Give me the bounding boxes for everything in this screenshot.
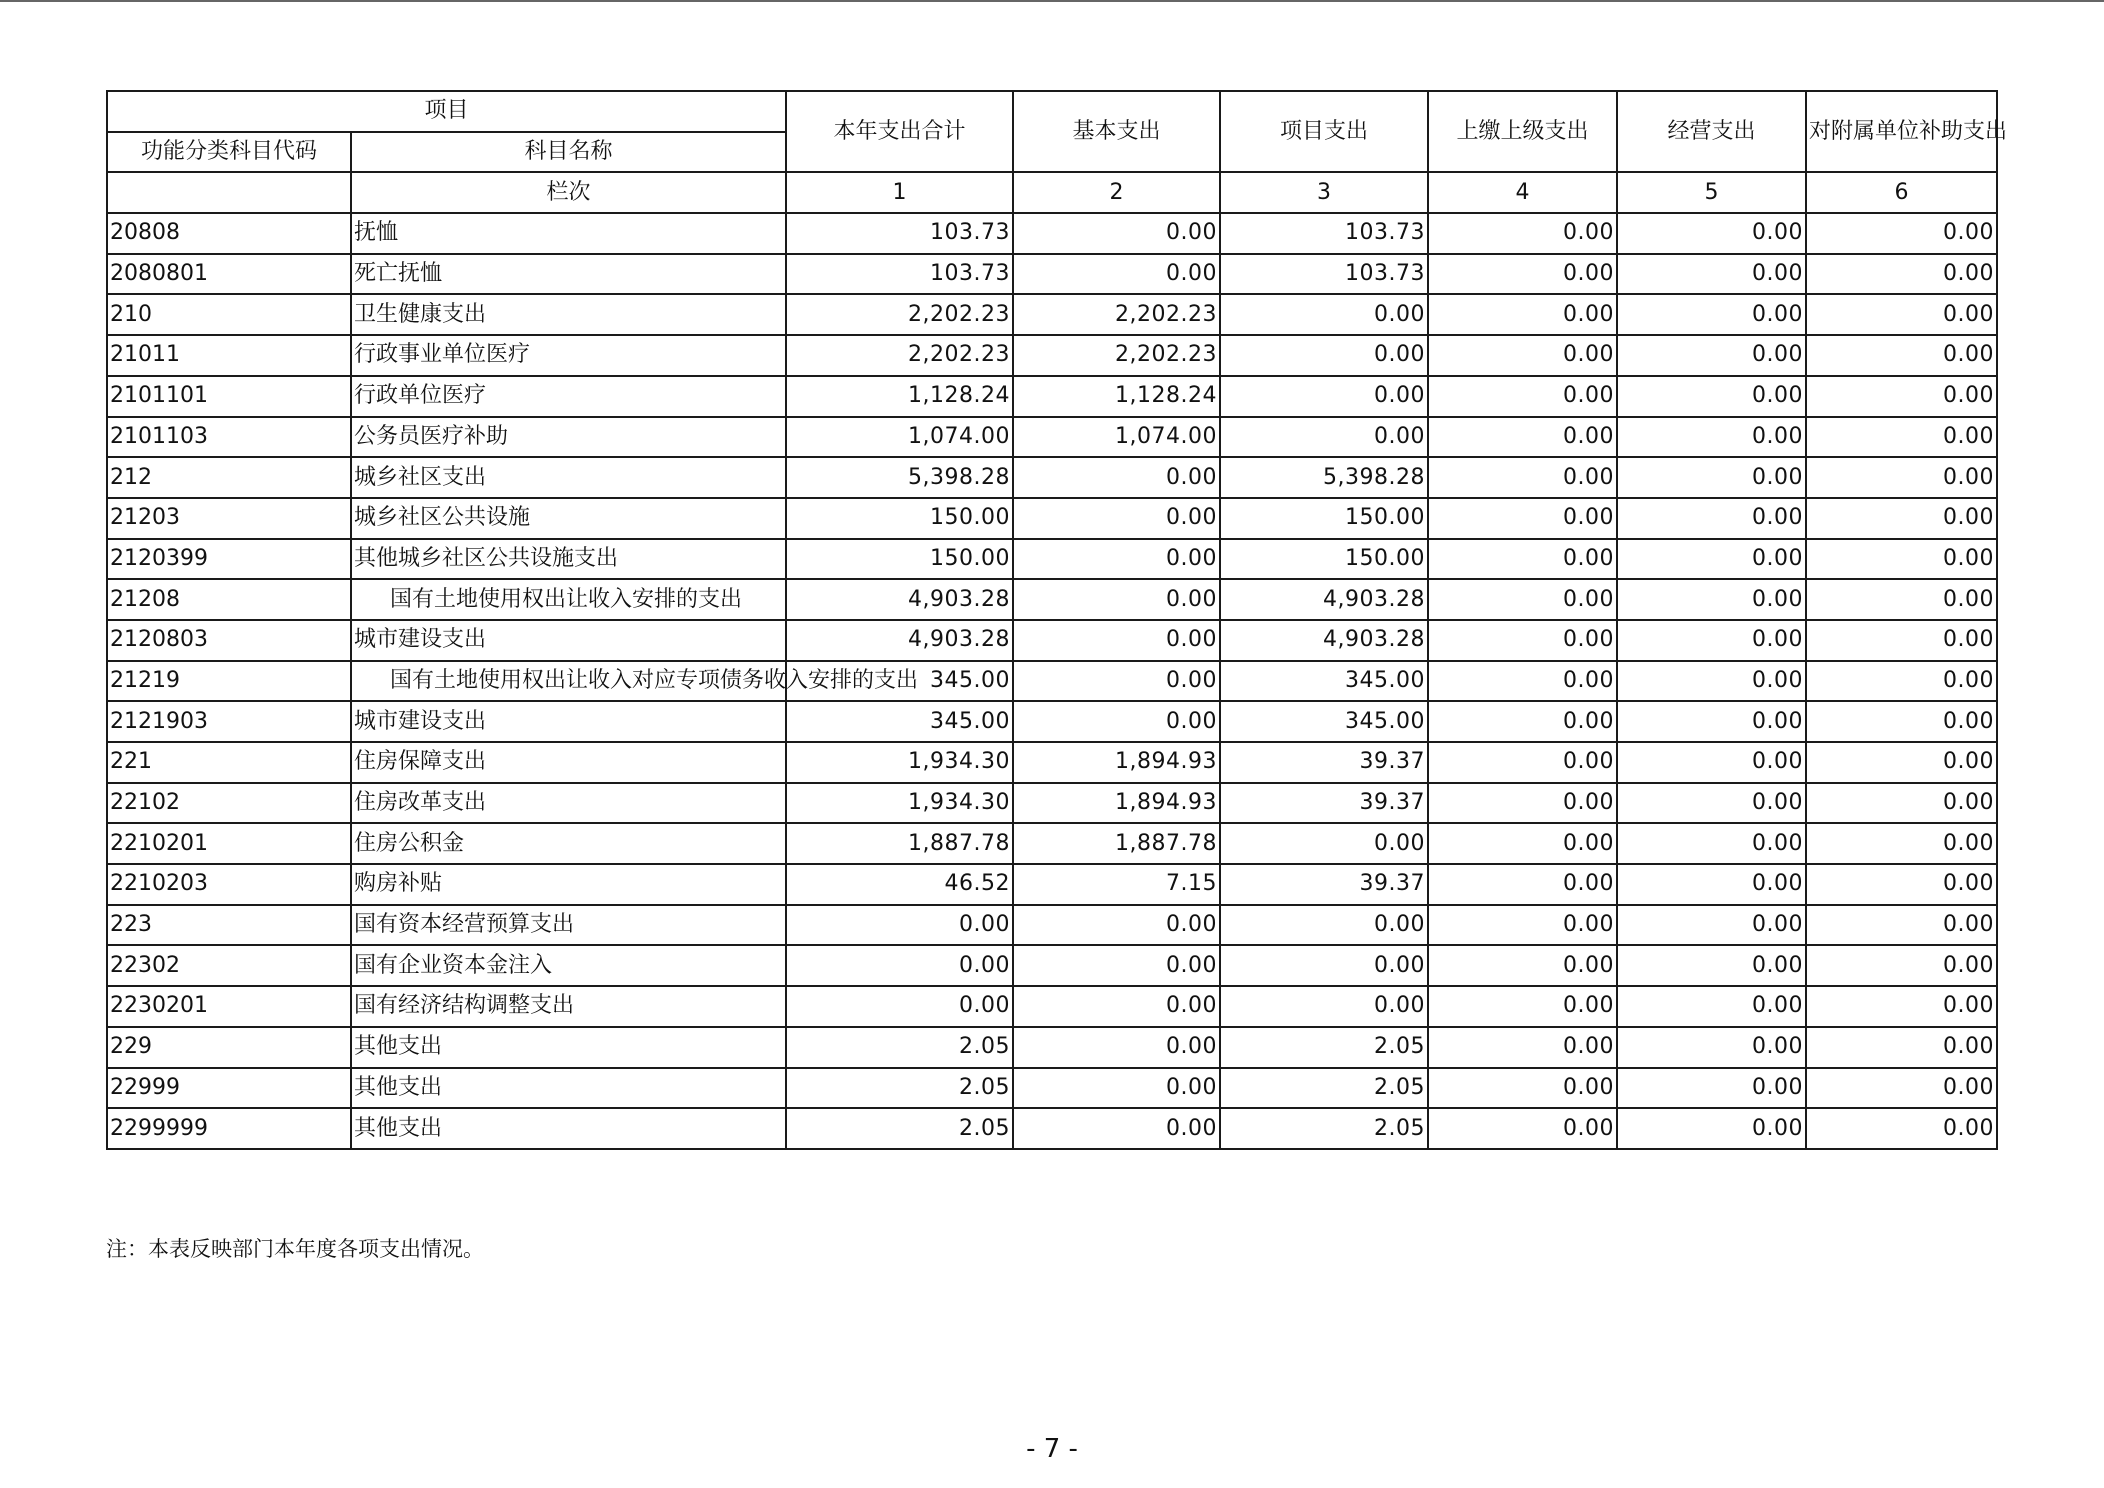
amount-col-3: 2.05 (1220, 1027, 1428, 1068)
header-upper: 上缴上级支出 (1428, 91, 1617, 172)
expenditure-table (106, 90, 2008, 1150)
amount-col-3: 345.00 (1220, 701, 1428, 742)
subject-name: 国有土地使用权出让收入安排的支出 (351, 579, 786, 620)
table-row (107, 864, 1997, 905)
amount-col-1: 4,903.28 (786, 620, 1013, 661)
table-row (107, 579, 1997, 620)
amount-col-6: 0.00 (1806, 905, 1997, 946)
amount-col-1: 0.00 (786, 986, 1013, 1027)
table-row (107, 986, 1997, 1027)
amount-col-1: 1,128.24 (786, 376, 1013, 417)
amount-col-3: 150.00 (1220, 498, 1428, 539)
amount-col-5: 0.00 (1617, 945, 1806, 986)
amount-col-5: 0.00 (1617, 864, 1806, 905)
amount-col-1: 46.52 (786, 864, 1013, 905)
amount-col-3: 0.00 (1220, 376, 1428, 417)
header-code: 功能分类科目代码 (107, 132, 351, 173)
amount-col-1: 345.00 (786, 701, 1013, 742)
amount-col-6: 0.00 (1806, 376, 1997, 417)
amount-col-5: 0.00 (1617, 905, 1806, 946)
subject-name: 其他支出 (351, 1108, 786, 1149)
subject-name: 国有企业资本金注入 (351, 945, 786, 986)
subject-code: 20808 (107, 213, 351, 254)
table-note: 注：本表反映部门本年度各项支出情况。 (106, 1237, 484, 1261)
amount-col-6: 0.00 (1806, 783, 1997, 824)
amount-col-6: 0.00 (1806, 1068, 1997, 1109)
subject-name: 城乡社区公共设施 (351, 498, 786, 539)
amount-col-4: 0.00 (1428, 417, 1617, 458)
subject-code: 2120399 (107, 539, 351, 580)
amount-col-6: 0.00 (1806, 986, 1997, 1027)
amount-col-5: 0.00 (1617, 579, 1806, 620)
amount-col-1: 103.73 (786, 254, 1013, 295)
subject-code: 229 (107, 1027, 351, 1068)
page-number: - 7 - (1026, 1434, 1078, 1464)
subject-code: 2080801 (107, 254, 351, 295)
amount-col-2: 0.00 (1013, 498, 1220, 539)
amount-col-6: 0.00 (1806, 661, 1997, 702)
amount-col-2: 0.00 (1013, 457, 1220, 498)
amount-col-4: 0.00 (1428, 294, 1617, 335)
amount-col-5: 0.00 (1617, 1027, 1806, 1068)
amount-col-2: 0.00 (1013, 945, 1220, 986)
amount-col-1: 103.73 (786, 213, 1013, 254)
amount-col-2: 0.00 (1013, 701, 1220, 742)
amount-col-6: 0.00 (1806, 701, 1997, 742)
amount-col-4: 0.00 (1428, 620, 1617, 661)
amount-col-6: 0.00 (1806, 417, 1997, 458)
amount-col-1: 150.00 (786, 498, 1013, 539)
amount-col-2: 0.00 (1013, 1108, 1220, 1149)
subject-name: 公务员医疗补助 (351, 417, 786, 458)
amount-col-4: 0.00 (1428, 945, 1617, 986)
amount-col-2: 0.00 (1013, 539, 1220, 580)
table-row (107, 823, 1997, 864)
amount-col-1: 1,074.00 (786, 417, 1013, 458)
amount-col-4: 0.00 (1428, 457, 1617, 498)
amount-col-2: 0.00 (1013, 905, 1220, 946)
amount-col-3: 39.37 (1220, 783, 1428, 824)
amount-col-1: 1,934.30 (786, 742, 1013, 783)
subject-code: 221 (107, 742, 351, 783)
header-index-blank (107, 172, 351, 213)
subject-name: 卫生健康支出 (351, 294, 786, 335)
amount-col-6: 0.00 (1806, 864, 1997, 905)
amount-col-4: 0.00 (1428, 539, 1617, 580)
amount-col-2: 7.15 (1013, 864, 1220, 905)
amount-col-5: 0.00 (1617, 376, 1806, 417)
amount-col-5: 0.00 (1617, 661, 1806, 702)
amount-col-2: 1,894.93 (1013, 783, 1220, 824)
amount-col-1: 0.00 (786, 945, 1013, 986)
amount-col-6: 0.00 (1806, 823, 1997, 864)
amount-col-5: 0.00 (1617, 823, 1806, 864)
amount-col-3: 103.73 (1220, 254, 1428, 295)
subject-code: 2299999 (107, 1108, 351, 1149)
table-body (107, 213, 1997, 1149)
header-index-label: 栏次 (351, 172, 786, 213)
table-row (107, 701, 1997, 742)
subject-code: 2121903 (107, 701, 351, 742)
subject-name: 购房补贴 (351, 864, 786, 905)
table-row (107, 1068, 1997, 1109)
subject-code: 22302 (107, 945, 351, 986)
table-row (107, 254, 1997, 295)
subject-name: 其他城乡社区公共设施支出 (351, 539, 786, 580)
amount-col-2: 0.00 (1013, 661, 1220, 702)
table-row (107, 417, 1997, 458)
header-index-5: 5 (1617, 172, 1806, 213)
header-basic: 基本支出 (1013, 91, 1220, 172)
amount-col-2: 1,894.93 (1013, 742, 1220, 783)
subject-code: 21203 (107, 498, 351, 539)
amount-col-6: 0.00 (1806, 742, 1997, 783)
amount-col-5: 0.00 (1617, 1068, 1806, 1109)
amount-col-6: 0.00 (1806, 945, 1997, 986)
amount-col-1: 2.05 (786, 1108, 1013, 1149)
subject-name: 其他支出 (351, 1027, 786, 1068)
amount-col-2: 1,074.00 (1013, 417, 1220, 458)
amount-col-1: 150.00 (786, 539, 1013, 580)
table-row (107, 945, 1997, 986)
amount-col-3: 0.00 (1220, 294, 1428, 335)
amount-col-3: 0.00 (1220, 905, 1428, 946)
amount-col-3: 2.05 (1220, 1068, 1428, 1109)
subject-code: 2210201 (107, 823, 351, 864)
amount-col-2: 1,887.78 (1013, 823, 1220, 864)
amount-col-3: 345.00 (1220, 661, 1428, 702)
amount-col-4: 0.00 (1428, 823, 1617, 864)
subject-name: 城乡社区支出 (351, 457, 786, 498)
amount-col-2: 0.00 (1013, 1068, 1220, 1109)
amount-col-2: 0.00 (1013, 254, 1220, 295)
amount-col-5: 0.00 (1617, 1108, 1806, 1149)
amount-col-2: 2,202.23 (1013, 294, 1220, 335)
amount-col-3: 5,398.28 (1220, 457, 1428, 498)
subject-name: 行政事业单位医疗 (351, 335, 786, 376)
amount-col-5: 0.00 (1617, 498, 1806, 539)
header-project: 项目支出 (1220, 91, 1428, 172)
amount-col-2: 1,128.24 (1013, 376, 1220, 417)
table-row (107, 783, 1997, 824)
amount-col-1: 0.00 (786, 905, 1013, 946)
amount-col-4: 0.00 (1428, 1068, 1617, 1109)
amount-col-1: 5,398.28 (786, 457, 1013, 498)
amount-col-3: 103.73 (1220, 213, 1428, 254)
amount-col-6: 0.00 (1806, 620, 1997, 661)
amount-col-4: 0.00 (1428, 254, 1617, 295)
subject-code: 2230201 (107, 986, 351, 1027)
header-index-6: 6 (1806, 172, 1997, 213)
amount-col-5: 0.00 (1617, 701, 1806, 742)
subject-name: 行政单位医疗 (351, 376, 786, 417)
amount-col-2: 0.00 (1013, 1027, 1220, 1068)
table-row (107, 213, 1997, 254)
table-row (107, 620, 1997, 661)
amount-col-5: 0.00 (1617, 783, 1806, 824)
subject-code: 2120803 (107, 620, 351, 661)
subject-code: 2101103 (107, 417, 351, 458)
table-row (107, 905, 1997, 946)
amount-col-5: 0.00 (1617, 539, 1806, 580)
table-row (107, 335, 1997, 376)
amount-col-6: 0.00 (1806, 254, 1997, 295)
amount-col-3: 39.37 (1220, 742, 1428, 783)
amount-col-3: 0.00 (1220, 417, 1428, 458)
subject-name: 死亡抚恤 (351, 254, 786, 295)
subject-name: 住房保障支出 (351, 742, 786, 783)
table-row (107, 1108, 1997, 1149)
amount-col-5: 0.00 (1617, 335, 1806, 376)
amount-col-5: 0.00 (1617, 742, 1806, 783)
subject-name: 城市建设支出 (351, 620, 786, 661)
table-row (107, 539, 1997, 580)
subject-name: 住房公积金 (351, 823, 786, 864)
header-index-2: 2 (1013, 172, 1220, 213)
table-row (107, 498, 1997, 539)
subject-code: 21208 (107, 579, 351, 620)
amount-col-1: 4,903.28 (786, 579, 1013, 620)
header-index-1: 1 (786, 172, 1013, 213)
table-row (107, 1027, 1997, 1068)
subject-code: 21011 (107, 335, 351, 376)
amount-col-4: 0.00 (1428, 742, 1617, 783)
amount-col-1: 1,934.30 (786, 783, 1013, 824)
amount-col-4: 0.00 (1428, 905, 1617, 946)
amount-col-2: 0.00 (1013, 579, 1220, 620)
amount-col-4: 0.00 (1428, 701, 1617, 742)
subject-code: 22999 (107, 1068, 351, 1109)
amount-col-4: 0.00 (1428, 579, 1617, 620)
subject-name: 国有资本经营预算支出 (351, 905, 786, 946)
amount-col-3: 2.05 (1220, 1108, 1428, 1149)
amount-col-1: 345.00 (786, 661, 1013, 702)
amount-col-4: 0.00 (1428, 376, 1617, 417)
amount-col-6: 0.00 (1806, 1108, 1997, 1149)
header-business: 经营支出 (1617, 91, 1806, 172)
subject-code: 2210203 (107, 864, 351, 905)
amount-col-1: 1,887.78 (786, 823, 1013, 864)
subject-name: 其他支出 (351, 1068, 786, 1109)
table-row (107, 294, 1997, 335)
amount-col-2: 0.00 (1013, 620, 1220, 661)
amount-col-6: 0.00 (1806, 294, 1997, 335)
amount-col-5: 0.00 (1617, 986, 1806, 1027)
amount-col-2: 0.00 (1013, 213, 1220, 254)
amount-col-2: 0.00 (1013, 986, 1220, 1027)
table-row (107, 376, 1997, 417)
amount-col-1: 2,202.23 (786, 294, 1013, 335)
amount-col-6: 0.00 (1806, 1027, 1997, 1068)
amount-col-6: 0.00 (1806, 457, 1997, 498)
amount-col-6: 0.00 (1806, 579, 1997, 620)
amount-col-3: 150.00 (1220, 539, 1428, 580)
amount-col-5: 0.00 (1617, 457, 1806, 498)
subject-name: 国有土地使用权出让收入对应专项债务收入安排的支出 (351, 661, 786, 702)
amount-col-5: 0.00 (1617, 417, 1806, 458)
amount-col-4: 0.00 (1428, 1027, 1617, 1068)
amount-col-6: 0.00 (1806, 213, 1997, 254)
header-total: 本年支出合计 (786, 91, 1013, 172)
amount-col-3: 0.00 (1220, 986, 1428, 1027)
header-subsidy: 对附属单位补助支出 (1806, 91, 1997, 172)
amount-col-4: 0.00 (1428, 213, 1617, 254)
amount-col-6: 0.00 (1806, 498, 1997, 539)
amount-col-3: 4,903.28 (1220, 620, 1428, 661)
amount-col-5: 0.00 (1617, 213, 1806, 254)
subject-code: 223 (107, 905, 351, 946)
table-row (107, 457, 1997, 498)
amount-col-4: 0.00 (1428, 661, 1617, 702)
amount-col-5: 0.00 (1617, 294, 1806, 335)
header-index-3: 3 (1220, 172, 1428, 213)
amount-col-5: 0.00 (1617, 620, 1806, 661)
amount-col-1: 2.05 (786, 1027, 1013, 1068)
header-index-4: 4 (1428, 172, 1617, 213)
subject-name: 抚恤 (351, 213, 786, 254)
header-name: 科目名称 (351, 132, 786, 173)
top-border-line (0, 0, 2104, 2)
subject-code: 2101101 (107, 376, 351, 417)
amount-col-6: 0.00 (1806, 335, 1997, 376)
amount-col-3: 0.00 (1220, 335, 1428, 376)
amount-col-4: 0.00 (1428, 335, 1617, 376)
amount-col-3: 0.00 (1220, 823, 1428, 864)
subject-code: 210 (107, 294, 351, 335)
subject-code: 22102 (107, 783, 351, 824)
amount-col-1: 2.05 (786, 1068, 1013, 1109)
table-row (107, 742, 1997, 783)
subject-code: 212 (107, 457, 351, 498)
amount-col-4: 0.00 (1428, 864, 1617, 905)
table-row (107, 661, 1997, 702)
amount-col-4: 0.00 (1428, 783, 1617, 824)
header-item: 项目 (107, 91, 786, 132)
amount-col-3: 39.37 (1220, 864, 1428, 905)
subject-name: 城市建设支出 (351, 701, 786, 742)
subject-code: 21219 (107, 661, 351, 702)
amount-col-6: 0.00 (1806, 539, 1997, 580)
amount-col-3: 4,903.28 (1220, 579, 1428, 620)
amount-col-4: 0.00 (1428, 498, 1617, 539)
amount-col-2: 2,202.23 (1013, 335, 1220, 376)
subject-name: 国有经济结构调整支出 (351, 986, 786, 1027)
amount-col-5: 0.00 (1617, 254, 1806, 295)
subject-name: 住房改革支出 (351, 783, 786, 824)
amount-col-4: 0.00 (1428, 986, 1617, 1027)
amount-col-1: 2,202.23 (786, 335, 1013, 376)
amount-col-4: 0.00 (1428, 1108, 1617, 1149)
amount-col-3: 0.00 (1220, 945, 1428, 986)
